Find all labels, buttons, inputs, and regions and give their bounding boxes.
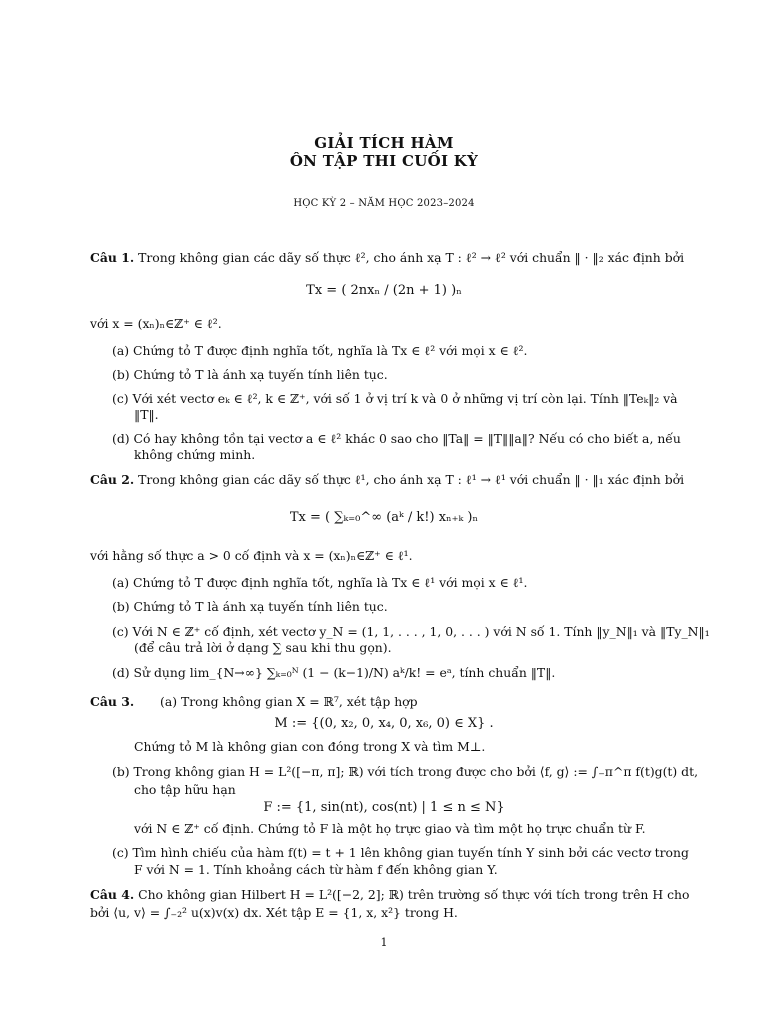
q3-part-b-cont: cho tập hữu hạn [134,782,236,797]
question-1-label: Câu 1. [90,250,135,265]
question-4-text: Cho không gian Hilbert H = L²([−2, 2]; ℝ) trên trường số thực với tích trong trên H cho [134,887,690,902]
q3-part-c: (c) Tìm hình chiếu của hàm f(t) = t + 1 lên không gian tuyến tính Y sinh bởi các vectơ trong [112,845,689,860]
question-4-label: Câu 4. [90,887,135,902]
question-1-equation: Tx = ( 2nxₙ / (2n + 1) )ₙ [306,283,462,298]
question-4-intro [90,887,689,903]
q2-part-d: (d) Sử dụng lim_{N→∞} ∑ₖ₌₀ᴺ (1 − (k−1)/N) aᵏ/k! = eᵃ, tính chuẩn ‖T‖. [112,665,556,680]
question-1-text: Trong không gian các dãy số thực ℓ², cho ánh xạ T : ℓ² → ℓ² với chuẩn ‖ · ‖₂ xác định bởi [134,250,685,265]
q2-part-c-cont: (để câu trả lời ở dạng ∑ sau khi thu gọn). [134,640,392,655]
doc-title: GIẢI TÍCH HÀM [314,134,454,152]
q3-part-b-cont2: với N ∈ ℤ⁺ cố định. Chứng tỏ F là một họ trực giao và tìm một họ trực chuẩn từ F. [134,821,646,836]
question-1-domain: với x = (xₙ)ₙ∈ℤ⁺ ∈ ℓ². [90,316,222,331]
question-2-label: Câu 2. [90,472,135,487]
question-2-intro [90,472,684,488]
q3-part-a-cont: Chứng tỏ M là không gian con đóng trong X và tìm M⊥. [134,739,486,754]
q1-part-c-cont: ‖T‖. [134,407,159,422]
question-2-text: Trong không gian các dãy số thực ℓ¹, cho ánh xạ T : ℓ¹ → ℓ¹ với chuẩn ‖ · ‖₁ xác định bởi [134,472,685,487]
term-line: HỌC KỲ 2 – NĂM HỌC 2023–2024 [293,198,475,209]
q3-part-a: (a) Trong không gian X = ℝ⁷, xét tập hợp [160,694,418,709]
question-4-cont: bởi ⟨u, v⟩ = ∫₋₂² u(x)v(x) dx. Xét tập E = {1, x, x²} trong H. [90,905,458,920]
q1-part-d: (d) Có hay không tồn tại vectơ a ∈ ℓ² khác 0 sao cho ‖Ta‖ = ‖T‖‖a‖? Nếu có cho biết a, nếu [112,431,681,446]
question-1-intro [90,250,684,266]
doc-subtitle: ÔN TẬP THI CUỐI KỲ [289,152,479,170]
q1-part-b: (b) Chứng tỏ T là ánh xạ tuyến tính liên tục. [112,367,388,382]
question-3-label: Câu 3. [90,694,135,709]
q3-set-f: F := {1, sin(nt), cos(nt) | 1 ≤ n ≤ N} [263,800,505,815]
q1-part-a: (a) Chứng tỏ T được định nghĩa tốt, nghĩa là Tx ∈ ℓ² với mọi x ∈ ℓ². [112,343,528,358]
q2-part-c: (c) Với N ∈ ℤ⁺ cố định, xét vectơ y_N = (1, 1, . . . , 1, 0, . . . ) với N số 1. Tính ‖y_N‖₁ và ‖Ty_N‖₁ [112,624,710,639]
q3-set-m: M := {(0, x₂, 0, x₄, 0, x₆, 0) ∈ X} . [274,716,494,731]
q2-part-a: (a) Chứng tỏ T được định nghĩa tốt, nghĩa là Tx ∈ ℓ¹ với mọi x ∈ ℓ¹. [112,575,528,590]
page-number: 1 [380,936,388,949]
q1-part-d-cont: không chứng minh. [134,447,256,462]
question-2-equation: Tx = ( ∑ₖ₌₀^∞ (aᵏ / k!) xₙ₊ₖ )ₙ [289,510,479,525]
q1-part-c: (c) Với xét vectơ eₖ ∈ ℓ², k ∈ ℤ⁺, với số 1 ở vị trí k và 0 ở những vị trí còn lại. Tính ‖Teₖ‖₂ và [112,391,678,406]
question-2-domain: với hằng số thực a > 0 cố định và x = (xₙ)ₙ∈ℤ⁺ ∈ ℓ¹. [90,548,413,563]
q3-part-b: (b) Trong không gian H = L²([−π, π]; ℝ) với tích trong được cho bởi ⟨f, g⟩ := ∫₋π^π f(t)g(t) dt, [112,764,699,779]
q2-part-b: (b) Chứng tỏ T là ánh xạ tuyến tính liên tục. [112,599,388,614]
q3-part-c-cont: F với N = 1. Tính khoảng cách từ hàm f đến không gian Y. [134,862,498,877]
